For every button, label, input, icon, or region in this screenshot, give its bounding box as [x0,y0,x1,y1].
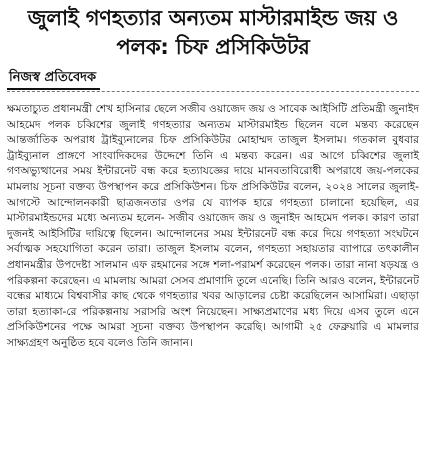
headline: জুলাই গণহত্যার অন্যতম মাস্টারমাইন্ড জয় ও পলক: চিফ প্রসিকিউটর [27,6,399,59]
article-body: ক্ষমতাচ্যুত প্রধানমন্ত্রী শেখ হাসিনার ছেলে সজীব ওয়াজেদ জয় ও সাবেক আইসিটি প্রতিমন্ত্রী জুনাইদ আহমেদ পলক চব্বিশের জুলাই গণহত্যার অন্যতম মাস্টারমাইন্ড ছিলেন বলে মন্তব্য করেছেন আন্তর্জাতিক অপরাধ ট্রাইব্যুনালের চিফ প্রসিকিউটর মোহাম্মদ তাজুল ইসলাম। গতকাল বুধবার ট্রাইব্যুনাল প্রাঙ্গণে সাংবাদিকদের উদ্দেশে তিনি এ মন্তব্য করেন। এর আগে চব্বিশের জুলাই গণঅভ্যুত্থানের সময় ইন্টারনেট বন্ধ করে হত্যাযজ্ঞের দায়ে মানবতাবিরোধী অপরাধে জয়-পলকের মামলায় সূচনা বক্তব্য উপস্থাপন করে প্রসিকিউশন। চিফ প্রসিকিউটর বলেন, ২০২৪ সালের জুলাই-আগস্টে আন্দোলনকারী ছাত্রজনতার ওপর যে ব্যাপক হারে গণহত্যা চালানো হয়েছিল, এর মাস্টারমাইন্ডদের মধ্যে অন্যতম হলেন- সজীব ওয়াজেদ জয় ও জুনাইদ আহমেদ পলক। কারণ তারা দুজনই আইসিটির দায়িত্বে ছিলেন। আন্দোলনের সময় ইন্টারনেট বন্ধ করে দিয়ে গণহত্যা সংঘটনে সর্বাত্মক সহযোগিতা করেন তারা। তাজুল ইসলাম বলেন, গণহত্যা সহায়তার ব্যাপারে তৎকালীন প্রধানমন্ত্রীর উপদেষ্টা সালমান এফ রহমানের সঙ্গে শলা-পরামর্শ করেছেন পলক। তারা নানা ষড়যন্ত্র ও পরিকল্পনা করেছেন। এ মামলায় আমরা সেসব প্রমাণাদি তুলে এনেছি। তিনি আরও বলেন, ইন্টারনেট বন্ধের মাধ্যমে বিশ্ববাসীর কাছ থেকে গণহত্যার খবর আড়ালের চেষ্টা করেছিলেন আসামিরা। এছাড়া তারা হত্যাকা-রে পরিকল্পনায় সরাসরি অংশ নিয়েছেন। সাক্ষ্যপ্রমাণের মধ্য দিয়ে এসব তুলে এনে প্রসিকিউশনের পক্ষে আমরা সূচনা বক্তব্য উপস্থাপন করেছি। আগামী ২৫ ফেব্রুয়ারি এ মামলার সাক্ষ্যগ্রহণ অনুষ্ঠিত হবে বলেও তিনি জানান। [7,103,419,349]
byline-container [7,66,419,90]
byline: নিজস্ব প্রতিবেদক [7,69,100,90]
divider-rule [7,91,419,92]
